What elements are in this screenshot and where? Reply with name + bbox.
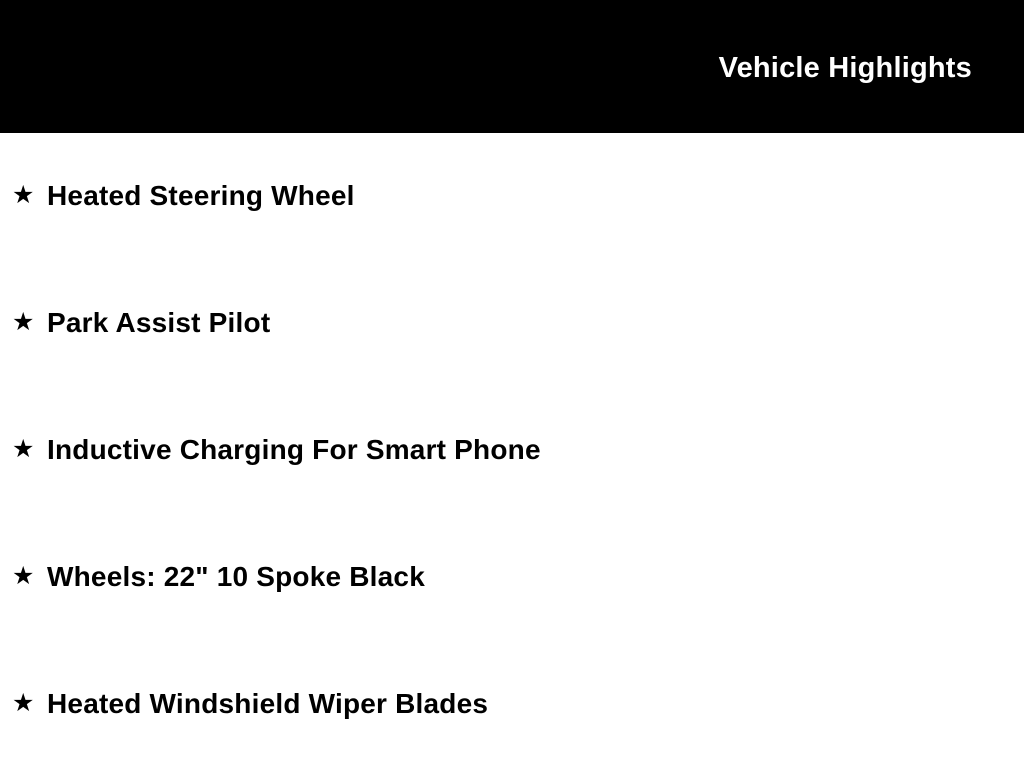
star-icon: ★ (12, 689, 35, 717)
highlight-label: Park Assist Pilot (47, 307, 271, 339)
list-item (0, 387, 1024, 514)
list-item (0, 641, 1024, 768)
list-item (0, 260, 1024, 387)
star-icon: ★ (12, 435, 35, 463)
highlights-list (0, 133, 1024, 768)
highlight-label: Inductive Charging For Smart Phone (47, 434, 541, 466)
page-title: Vehicle Highlights (718, 52, 972, 84)
highlight-label: Heated Windshield Wiper Blades (47, 688, 489, 720)
star-icon: ★ (12, 562, 35, 590)
star-icon: ★ (12, 308, 35, 336)
list-item (0, 514, 1024, 641)
star-icon: ★ (12, 181, 35, 209)
header-bar (0, 0, 1024, 133)
highlight-label: Wheels: 22" 10 Spoke Black (47, 561, 425, 593)
highlight-label: Heated Steering Wheel (47, 180, 355, 212)
list-item (0, 133, 1024, 260)
